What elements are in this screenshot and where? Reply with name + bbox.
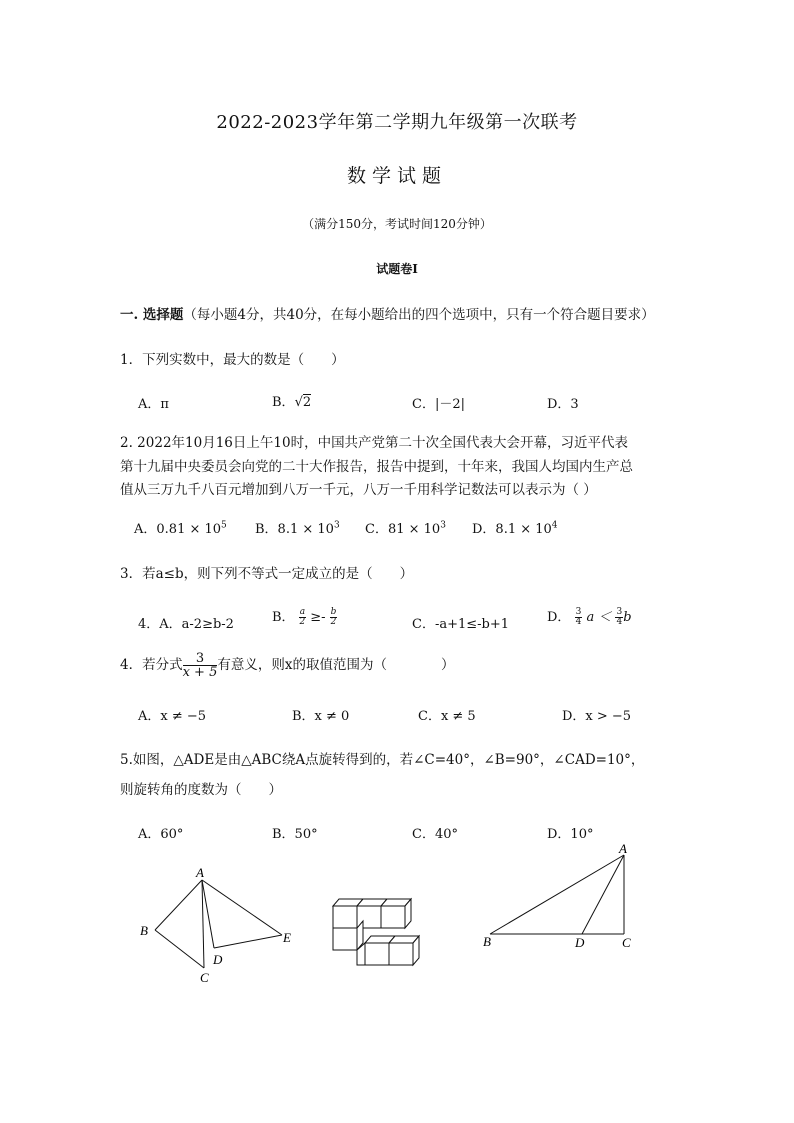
label-c: C [622, 935, 631, 950]
q3-option-b [272, 606, 337, 627]
q2-option-b-exp: 3 [333, 520, 340, 531]
q4-option-c: C．x ≠ 5 [418, 709, 476, 724]
q4-option-d: D．x > −5 [562, 709, 632, 724]
q2-option-d-base: D．8.1 × 10 [472, 522, 552, 537]
frac-den: 4 [616, 617, 623, 627]
q4-stem [120, 652, 454, 679]
q2-option-d [472, 518, 558, 537]
q3-option-b-op: ≥- [310, 610, 326, 625]
label-d: D [213, 952, 223, 967]
segment-de [214, 935, 282, 948]
frac-num: a [299, 607, 306, 617]
label-e: E [283, 930, 291, 945]
q4-option-b: B．x ≠ 0 [292, 709, 350, 724]
label-c: C [200, 970, 209, 985]
label-a: A [196, 865, 204, 880]
q2-option-b-base: B．8.1 × 10 [255, 522, 334, 537]
frac-num: 3 [575, 607, 582, 617]
q5-line1: 5.如图，△ADE是由△ABC绕A点旋转得到的，若∠C=40°，∠B=90°，∠CAD=10°， [120, 752, 645, 768]
q3-option-b-prefix: B． [272, 610, 295, 625]
frac-den: x + 5 [182, 665, 218, 680]
segment-ab [155, 880, 202, 930]
q2-line3: 值从三万九千八百元增加到八万一千元，八万一千用科学记数法可以表示为（ ） [120, 482, 597, 498]
q3-option-d [547, 606, 632, 627]
q2-option-d-exp: 4 [551, 520, 558, 531]
q4-fraction [183, 652, 218, 679]
q2-option-a-exp: 5 [221, 520, 227, 531]
exam-note: （满分150分，考试时间120分钟） [302, 217, 492, 231]
part1-label: 一. 选择题 [120, 307, 184, 323]
frac-den: 4 [575, 617, 582, 627]
q1-option-c: C．|－2| [412, 397, 465, 412]
label-d: D [575, 935, 585, 950]
exam-title: 2022-2023学年第二学期九年级第一次联考 [216, 112, 578, 133]
section-title: 试题卷Ⅰ [376, 262, 418, 276]
q2-option-a-base: A．0.81 × 10 [134, 522, 222, 537]
q1-option-b-radicand: 2 [302, 395, 312, 410]
part1-heading [120, 303, 655, 323]
segment-ae [202, 880, 282, 935]
q3-option-d-prefix: D． [547, 610, 571, 625]
part1-desc: （每小题4分，共40分，在每小题给出的四个选项中，只有一个符合题目要求） [183, 307, 655, 323]
figure-cube-stack [328, 896, 428, 971]
q3-option-b-frac2 [330, 608, 338, 627]
frac-num: 3 [616, 607, 623, 617]
frac-num: b [330, 607, 337, 617]
q1-option-b-prefix: B． [272, 395, 295, 410]
q3-option-a: 4．A．a-2≥b-2 [138, 617, 234, 632]
q2-option-c [365, 518, 446, 537]
q2-line2: 第十九届中央委员会向党的二十大作报告，报告中提到，十年来，我国人均国内生产总 [120, 459, 633, 475]
q3-option-b-frac1 [299, 608, 306, 627]
q4-option-a: A．x ≠ −5 [138, 709, 207, 724]
segment-ab [490, 855, 624, 934]
figure-rotation-triangles [130, 862, 300, 987]
label-b: B [140, 923, 148, 938]
label-b: B [483, 934, 491, 949]
figure-right-triangle [478, 838, 648, 953]
sqrt-icon: √ [294, 395, 303, 410]
frac-num: 3 [183, 652, 218, 666]
q1-option-a: A．π [138, 397, 169, 412]
label-a: A [619, 841, 627, 856]
q3-option-d-mid: a ＜ [586, 610, 612, 625]
segment-ac [202, 880, 204, 968]
q2-option-a [134, 518, 227, 537]
q2-line1: 2. 2022年10月16日上午10时，中国共产党第二十次全国代表大会开幕，习近平代表 [120, 435, 629, 451]
segment-bc [155, 930, 204, 968]
q2-option-c-base: C．81 × 10 [365, 522, 441, 537]
q2-option-c-exp: 3 [440, 520, 446, 531]
q1-option-d: D．3 [547, 397, 579, 412]
frac-den: 2 [299, 617, 306, 627]
q3-stem: 3．若a≤b，则下列不等式一定成立的是（ ） [120, 566, 414, 582]
q5-option-a: A．60° [138, 827, 184, 842]
q1-stem: 1．下列实数中，最大的数是（ ） [120, 352, 345, 368]
q5-option-d: D．10° [547, 827, 594, 842]
q5-option-b: B．50° [272, 827, 318, 842]
q5-option-c: C．40° [412, 827, 458, 842]
q1-option-b [272, 391, 311, 410]
q4-stem-prefix: 4．若分式 [120, 657, 183, 673]
q3-option-d-end: b [623, 610, 632, 625]
frac-den: 2 [330, 617, 337, 627]
q2-option-b [255, 518, 340, 537]
q3-option-c: C．-a+1≤-b+1 [412, 617, 510, 632]
q5-line2: 则旋转角的度数为（ ） [120, 782, 282, 798]
q4-stem-suffix: 有意义，则x的取值范围为（ ） [217, 657, 455, 673]
q3-option-d-frac1 [575, 608, 583, 627]
exam-subtitle: 数学试题 [346, 165, 447, 187]
